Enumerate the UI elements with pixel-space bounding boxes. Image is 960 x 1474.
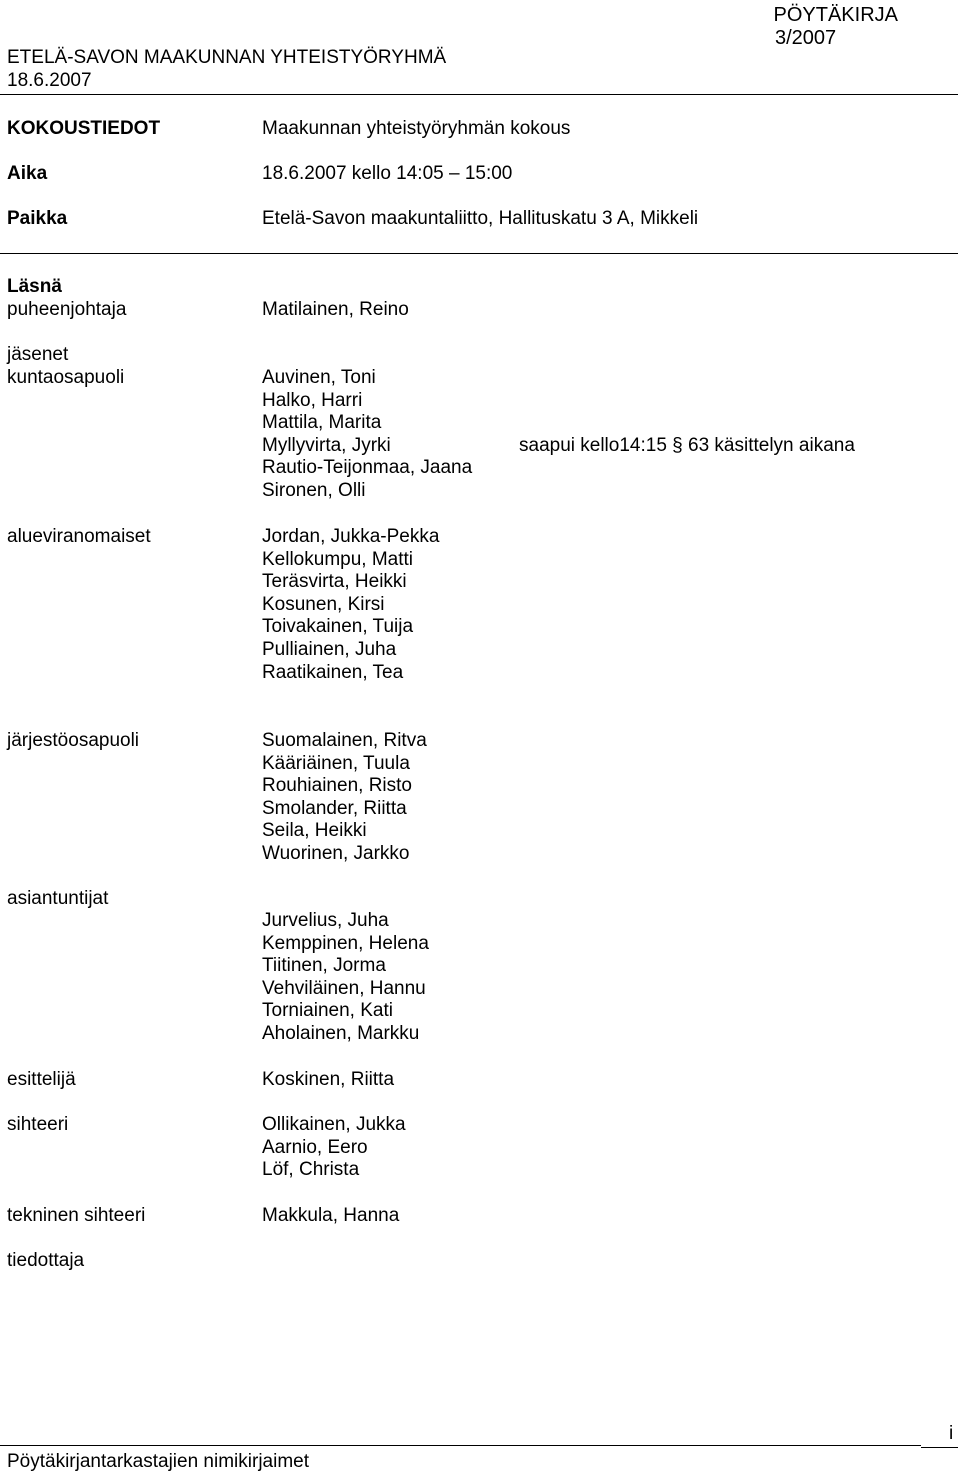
esittelija-label: esittelijä (7, 1069, 76, 1090)
lasna-heading: Läsnä (7, 276, 62, 297)
list-item: Löf, Christa (262, 1159, 360, 1181)
arrival-note: saapui kello14:15 § 63 käsittelyn aikana (519, 435, 855, 456)
list-item: Toivakainen, Tuija (262, 616, 414, 638)
alueviranomaiset-list (262, 526, 439, 684)
list-item: Tiitinen, Jorma (262, 955, 386, 977)
sihteeri-list (262, 1114, 406, 1182)
signatures-label: Pöytäkirjantarkastajien nimikirjaimet (7, 1451, 309, 1472)
list-item: Rouhiainen, Risto (262, 775, 412, 797)
list-item: Suomalainen, Ritva (262, 730, 427, 751)
list-item: Mattila, Marita (262, 412, 382, 434)
list-item: Aholainen, Markku (262, 1022, 420, 1044)
tekninen-sihteeri-name: Makkula, Hanna (262, 1205, 400, 1226)
list-item: Wuorinen, Jarkko (262, 842, 410, 864)
list-item: Kellokumpu, Matti (262, 548, 414, 570)
list-item: Raatikainen, Tea (262, 661, 404, 683)
alueviranomaiset-label: alueviranomaiset (7, 526, 151, 547)
puheenjohtaja-label: puheenjohtaja (7, 299, 127, 320)
list-item: Ollikainen, Jukka (262, 1114, 406, 1135)
jasenet-label: jäsenet (7, 344, 69, 365)
list-item: Seila, Heikki (262, 820, 367, 842)
asiantuntijat-label: asiantuntijat (7, 888, 109, 909)
sihteeri-label: sihteeri (7, 1114, 69, 1135)
list-item: Auvinen, Toni (262, 367, 376, 388)
list-item: Smolander, Riitta (262, 797, 407, 819)
list-item: Kemppinen, Helena (262, 932, 429, 954)
list-item: Vehviläinen, Hannu (262, 977, 426, 999)
paikka-label: Paikka (7, 208, 68, 229)
list-item: Jurvelius, Juha (262, 910, 389, 931)
list-item: Torniainen, Kati (262, 1000, 393, 1022)
aika-value: 18.6.2007 kello 14:05 – 15:00 (262, 163, 513, 184)
kokoustiedot-label: KOKOUSTIEDOT (7, 118, 161, 139)
list-item: Myllyvirta, Jyrki (262, 434, 391, 456)
asiantuntijat-list (262, 910, 429, 1046)
puheenjohtaja-name: Matilainen, Reino (262, 299, 409, 320)
kuntaosapuoli-list (262, 367, 472, 503)
footer-rule (0, 1445, 921, 1446)
list-item: Kosunen, Kirsi (262, 593, 385, 615)
list-item: Sironen, Olli (262, 479, 366, 501)
jarjestoosapuoli-list (262, 730, 427, 866)
list-item: Aarnio, Eero (262, 1136, 368, 1158)
kuntaosapuoli-label: kuntaosapuoli (7, 367, 125, 388)
list-item: Pulliainen, Juha (262, 638, 397, 660)
aika-label: Aika (7, 163, 48, 184)
section-rule (0, 253, 958, 254)
tiedottaja-label: tiedottaja (7, 1250, 85, 1271)
jarjestoosapuoli-label: järjestöosapuoli (7, 730, 140, 751)
paikka-value: Etelä-Savon maakuntaliitto, Hallituskatu 3 A, Mikkeli (262, 208, 699, 229)
list-item: Halko, Harri (262, 389, 363, 411)
footer-rule-short (921, 1447, 958, 1448)
page-number: i (949, 1423, 954, 1444)
header-rule (0, 94, 958, 95)
kokoustiedot-value: Maakunnan yhteistyöryhmän kokous (262, 118, 571, 139)
esittelija-name: Koskinen, Riitta (262, 1069, 395, 1090)
list-item: Jordan, Jukka-Pekka (262, 526, 440, 547)
list-item: Rautio-Teijonmaa, Jaana (262, 457, 473, 479)
list-item: Teräsvirta, Heikki (262, 571, 407, 593)
document-type: PÖYTÄKIRJA (773, 4, 898, 26)
header-date: 18.6.2007 (7, 70, 92, 91)
organization-name: ETELÄ-SAVON MAAKUNNAN YHTEISTYÖRYHMÄ (7, 47, 447, 68)
document-number: 3/2007 (775, 27, 837, 49)
list-item: Kääriäinen, Tuula (262, 752, 410, 774)
tekninen-sihteeri-label: tekninen sihteeri (7, 1205, 146, 1226)
